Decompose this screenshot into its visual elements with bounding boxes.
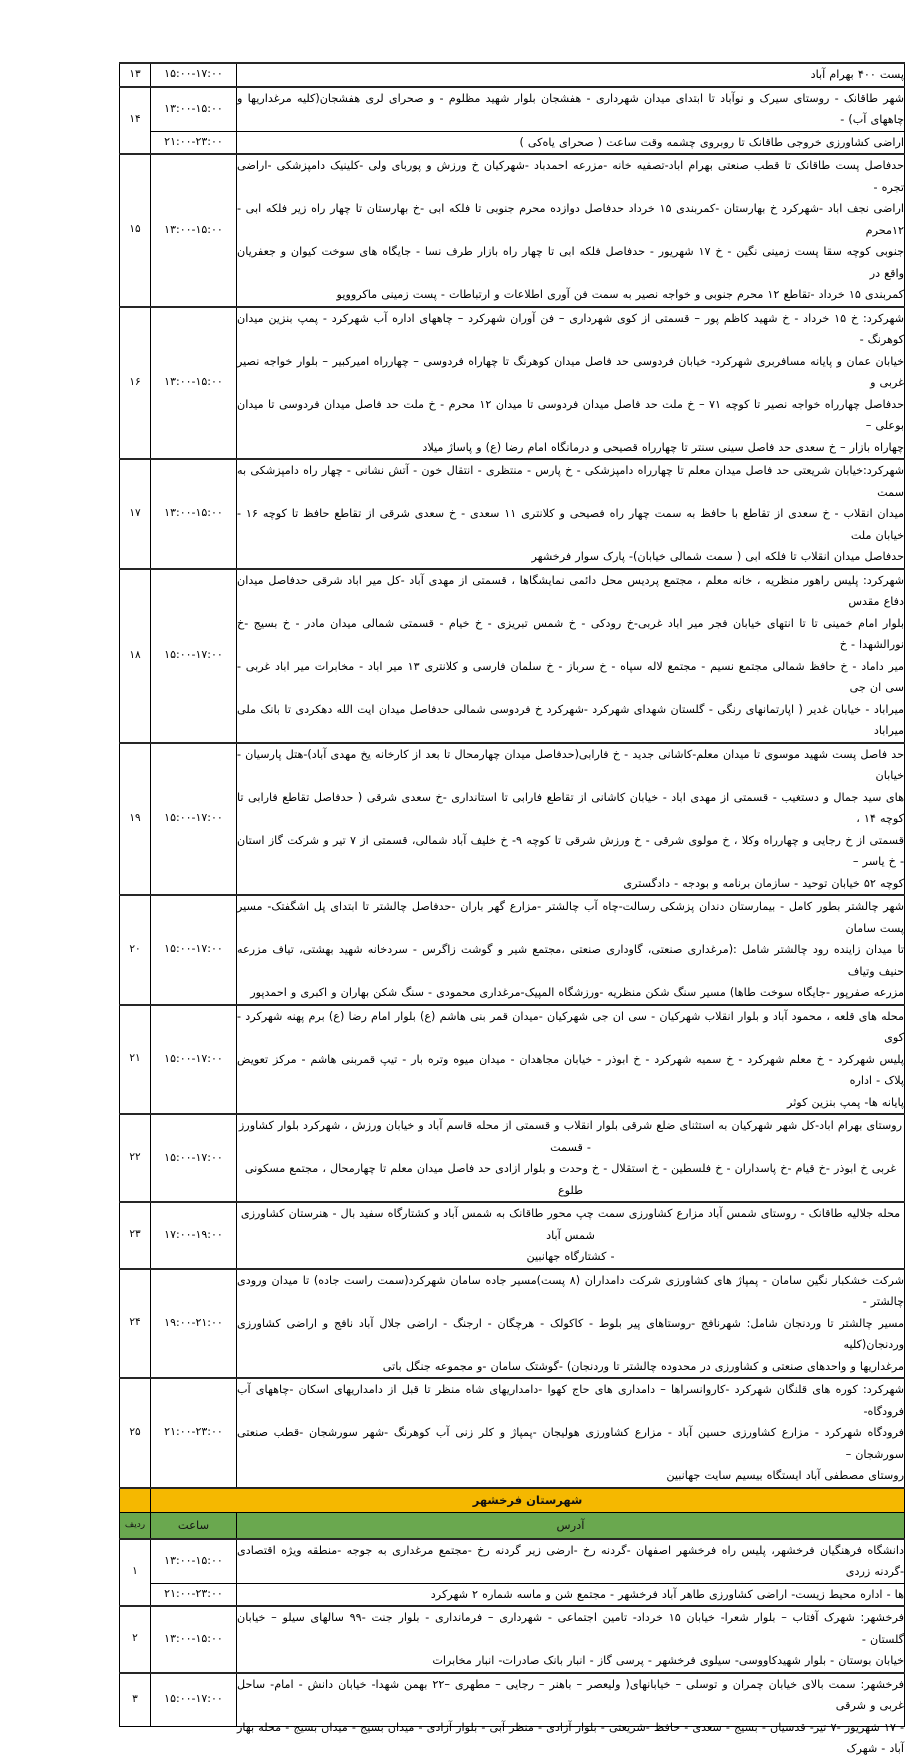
address-line: میراباد - خیابان غدیر ( اپارتمانهای رنگی - گلستان شهدای شهرکرد -شهرکرد خ فردوسی شمالی حدفاصل میدان ایت الله دهکردی تا بانک ملی میراباد bbox=[237, 702, 904, 737]
column-header-time: ساعت bbox=[151, 1512, 237, 1539]
table-row bbox=[120, 895, 905, 1005]
address-line: فرخشهر: شهرک آفتاب – بلوار شعرا- خیابان ۱۵ خرداد- تامین اجتماعی - شهرداری – فرمانداری - بلوار جنت -۹۹ سالهای سیلو – خیابان گلستان - bbox=[237, 1611, 904, 1646]
time-cell: ۱۳:۰۰-۱۵:۰۰ bbox=[151, 307, 237, 460]
table-row bbox=[120, 1378, 905, 1488]
address-line: فرودگاه شهرکرد - مزارع کشاورزی حسین آباد - مزارع کشاورزی هولیجان -پمپاژ و کلر زنی آب کوهرنگ -شهر سورشجان -قطب صنعتی سورشجان – bbox=[237, 1426, 904, 1461]
address-cell: دانشگاه فرهنگیان فرخشهر، پلیس راه فرخشهر اصفهان -گردنه رخ -ارضی زیر گردنه رخ -مجتمع مرغداری به جوجه -منطقه ویژه اقتصادی -گردنه زردی bbox=[237, 1539, 905, 1584]
address-cell bbox=[237, 1114, 905, 1202]
power-outage-table bbox=[119, 62, 905, 1755]
address-cell bbox=[237, 307, 905, 460]
outage-table-sheet bbox=[0, 62, 905, 1755]
table-row bbox=[120, 1673, 905, 1727]
time-cell: ۱۵:۰۰-۱۷:۰۰ bbox=[151, 743, 237, 896]
address-line: شهر چالشتر بطور کامل - بیمارستان دندان پزشکی رسالت-چاه آب چالشتر -مزارع گهر باران -حدفاصل چالشتر تا ابتدای پل اشگفتک- مسیر پست سامان bbox=[237, 900, 904, 935]
address-line: پست ۴۰۰ بهرام آباد bbox=[810, 68, 904, 81]
time-cell: ۲۱:۰۰-۲۳:۰۰ bbox=[151, 1378, 237, 1488]
address-line: کمربندی ۱۵ خرداد -تقاطع ۱۲ محرم جنوبی و خواجه نصیر به سمت فن آوری اطلاعات و ارتباطات - پست زمینی ماکروویو bbox=[336, 288, 904, 301]
time-cell: ۱۵:۰۰-۱۷:۰۰ bbox=[151, 63, 237, 87]
table-row bbox=[120, 569, 905, 743]
section-banner-spacer bbox=[120, 1488, 151, 1513]
address-line: جنوبی کوچه سقا پست زمینی نگین - خ ۱۷ شهریور - حدفاصل فلکه ابی تا چهار راه بازار طرف نسا - جایگاه های سوخت کیوان و جعفریان واقع در bbox=[237, 245, 904, 280]
row-number-cell: ۱۴ bbox=[120, 87, 151, 155]
address-cell bbox=[237, 459, 905, 569]
address-cell: اراضی کشاورزی خروجی طاقانک تا روبروی چشمه وقت ساعت ( صحرای یاه‌کی ) bbox=[237, 131, 905, 154]
address-cell bbox=[237, 743, 905, 896]
time-cell: ۱۳:۰۰-۱۵:۰۰ bbox=[151, 1539, 237, 1584]
table-row bbox=[120, 1606, 905, 1673]
address-line: مرغداریها و واحدهای صنعتی و کشاورزی در محدوده چالشتر تا وردنجان) -گوشتک سامان -و مجموعه جنگل باتی bbox=[382, 1359, 904, 1373]
row-number-cell: ۳ bbox=[120, 1673, 151, 1727]
table-row bbox=[120, 1202, 905, 1269]
address-cell bbox=[237, 154, 905, 307]
row-number-cell: ۲۲ bbox=[120, 1114, 151, 1202]
time-cell: ۱۵:۰۰-۱۷:۰۰ bbox=[151, 1005, 237, 1115]
address-line: شهرکرد:خیابان شریعتی حد فاصل میدان معلم تا چهارراه دامپزشکی - خ پارس - منتظری - انتقال خون - آتش نشانی - چهار راه دامپزشکی به سمت bbox=[237, 464, 904, 499]
column-header-row bbox=[120, 1512, 905, 1539]
section-banner-label: شهرستان فرخشهر bbox=[151, 1488, 905, 1513]
time-cell: ۱۵:۰۰-۱۷:۰۰ bbox=[151, 895, 237, 1005]
address-cell: شهر طاقانک - روستای سیرک و نوآباد تا ابتدای میدان شهرداری - هفشجان بلوار شهید مظلوم - و صحرای لری هفشجان(کلیه مرغداریها و چاههای آب) - bbox=[237, 87, 905, 132]
column-header-address: آدرس bbox=[237, 1512, 905, 1539]
address-line: - کشتارگاه جهانبین bbox=[526, 1250, 615, 1263]
address-line: حد فاصل پست شهید موسوی تا میدان معلم-کاشانی جدید - خ فارابی(حدفاصل میدان چهارمحال تا بعد از کارخانه یخ مهدی آباد)-هتل پارسیان - خیابان bbox=[237, 747, 904, 782]
row-number-cell: ۲۵ bbox=[120, 1378, 151, 1488]
address-line: غربی خ ابوذر -خ قیام -خ پاسداران - خ فلسطین - خ استقلال - خ وحدت و بلوار ازادی حد فاصل میدان معلم تا چهارمحال ، مجتمع مسکونی طلوع bbox=[244, 1162, 897, 1197]
address-line: خیابان عمان و پایانه مسافربری شهرکرد- خیابان فردوسی حد فاصل میدان کوهرنگ تا چهاراه فردوسی – چهارراه امیرکبیر – بلوار خواجه نصیر غربی و bbox=[237, 354, 904, 389]
address-line-clipped: - ۱۷ شهریور -۷ تیر- قدسیان - بسیج - سعدی - حافظ -شریعتی - بلوار آزادی - منظر آبی - بلوار آزادی - میدان بسیج - میدان بسیج - محله بهار آباد - شهرک bbox=[237, 1720, 905, 1755]
address-line: حدفاصل پست طاقانک تا قطب صنعتی بهرام اباد-تصفیه خانه -مزرعه احمدباد -شهرکیان خ ورزش و پوربای ولی -کلینیک دامپزشکی -اراضی تجره - bbox=[237, 159, 904, 194]
time-cell: ۱۳:۰۰-۱۵:۰۰ bbox=[151, 459, 237, 569]
row-number-cell: ۱۶ bbox=[120, 307, 151, 460]
address-line: های سید جمال و دستغیب - قسمتی از مهدی اباد - خیابان کاشانی از تقاطع فارابی تا استانداری -خ سعدی شرقی ( حدفاصل تقاطع فارابی تا کوچه ۱۴ ، bbox=[237, 790, 904, 825]
address-line: شهرکرد: خ ۱۵ خرداد - خ شهید کاظم پور – قسمتی از کوی شهرداری – فن آوران شهرکرد – چاههای اداره آب شهرکرد - پمپ بنزین میدان کوهرنگ - bbox=[237, 311, 904, 346]
row-number-cell: ۲۴ bbox=[120, 1269, 151, 1379]
address-cell bbox=[237, 1673, 905, 1755]
address-line: بلوار امام خمینی تا تا انتهای خیابان فجر میر اباد غربی-خ رودکی - خ شمس تبریزی - خ خیام - قسمتی شمالی میدان مادر - خ بسیج -خ نورالشهدا - خ bbox=[237, 616, 904, 651]
address-line: شرکت خشکبار نگین سامان - پمپاژ های کشاورزی شرکت دامداران (۸ پست)مسیر جاده سامان شهرکرد(سمت راست جاده) تا میدان ورودی چالشتر - bbox=[237, 1273, 904, 1308]
time-cell: ۱۵:۰۰-۱۷:۰۰ bbox=[151, 1673, 237, 1727]
time-cell: ۱۳:۰۰-۱۵:۰۰ bbox=[151, 1606, 237, 1673]
address-line: اراضی نجف اباد -شهرکرد خ بهارستان -کمربندی ۱۵ خرداد حدفاصل دوازده محرم جنوبی تا فلکه ابی -خ بهارستان تا چهار راه زیر فلکه ابی - ۱۲محرم bbox=[237, 202, 904, 237]
row-number-cell: ۱۹ bbox=[120, 743, 151, 896]
row-number-cell: ۲۰ bbox=[120, 895, 151, 1005]
address-line: میدان انقلاب - خ سعدی از تقاطع با حافظ به سمت چهار راه فصیحی و کلانتری ۱۱ سعدی - خ سعدی شرقی از تقاطع حافظ تا کوچه ۱۶ - خیابان ملت bbox=[237, 507, 904, 542]
address-cell bbox=[237, 895, 905, 1005]
address-line: پلیس شهرکرد - خ معلم شهرکرد - خ سمیه شهرکرد - خ ابوذر - خیابان مجاهدان - میدان میوه وتره بار - تیپ قمربنی هاشم - مرکز تعویض پلاک - اداره bbox=[237, 1052, 904, 1087]
time-cell: ۱۵:۰۰-۱۷:۰۰ bbox=[151, 1114, 237, 1202]
table-row bbox=[120, 743, 905, 896]
table-row bbox=[120, 1114, 905, 1202]
address-line: محله های قلعه ، محمود آباد و بلوار انقلاب شهرکیان - سی ان جی شهرکیان -میدان قمر بنی هاشم (ع) بلوار امام رضا (ع) برم پهنه شهرکرد - کوی bbox=[237, 1009, 904, 1044]
address-cell bbox=[237, 63, 905, 87]
table-row bbox=[120, 1539, 905, 1584]
table-row bbox=[120, 63, 905, 87]
address-line: محله جلالیه طاقانک - روستای شمس آباد مزارع کشاورزی سمت چپ محور طاقانک به شمس آباد و کشتارگاه سفید بال - هنرستان کشاورزی شمس آباد bbox=[240, 1207, 901, 1242]
address-cell bbox=[237, 1202, 905, 1269]
address-line: فرخشهر: سمت بالای خیابان چمران و توسلی – خیابانهای( ولیعصر – باهنر – رجایی – مطهری –۲۲ بهمن شهدا- خیابان دانش - امام- ساحل غربی و شرقی bbox=[237, 1677, 904, 1712]
address-line: حدفاصل میدان انقلاب تا فلکه ابی ( سمت شمالی خیابان)- پارک سوار فرخشهر bbox=[531, 550, 904, 563]
time-cell: ۱۷:۰۰-۱۹:۰۰ bbox=[151, 1202, 237, 1269]
address-line: شهرکرد: پلیس راهور منظریه ، خانه معلم ، مجتمع پردیس محل دائمی نمایشگاها ، قسمتی از مهدی آباد -کل میر اباد شرقی حدفاصل میدان دفاع مقدس bbox=[237, 573, 904, 608]
row-number-cell: ۱۷ bbox=[120, 459, 151, 569]
time-cell: ۲۱:۰۰-۲۳:۰۰ bbox=[151, 131, 237, 154]
address-line: خیابان بوستان - بلوار شهیدکاووسی- سیلوی فرخشهر - پرسی گاز - انبار بانک صادرات- انبار مخابرات bbox=[432, 1654, 904, 1667]
column-header-row-no: ردیف bbox=[120, 1512, 151, 1539]
time-cell: ۱۳:۰۰-۱۵:۰۰ bbox=[151, 87, 237, 132]
section-banner-row bbox=[120, 1488, 905, 1513]
table-row bbox=[120, 87, 905, 132]
table-row bbox=[120, 1269, 905, 1379]
time-cell: ۱۹:۰۰-۲۱:۰۰ bbox=[151, 1269, 237, 1379]
address-cell bbox=[237, 1378, 905, 1488]
table-row bbox=[120, 1005, 905, 1115]
time-cell: ۱۳:۰۰-۱۵:۰۰ bbox=[151, 154, 237, 307]
address-line: مزرعه صفرپور -جایگاه سوخت طاها) مسیر سنگ شکن منظریه -ورزشگاه المپیک-مرغداری محمودی - سنگ شکن بهاران و اکبری و احمدپور bbox=[250, 986, 904, 999]
time-cell: ۲۱:۰۰-۲۳:۰۰ bbox=[151, 1583, 237, 1606]
row-number-cell: ۱۳ bbox=[120, 63, 151, 87]
address-cell bbox=[237, 1606, 905, 1673]
table-row bbox=[120, 1583, 905, 1606]
address-line: حدفاصل چهارراه خواجه نصیر تا کوچه ۷۱ – خ ملت حد فاصل میدان فردوسی تا میدان ۱۲ محرم - خ ملت حد فاصل میدان فردوسی تا میدان بوعلی – bbox=[237, 397, 905, 432]
address-line: قسمتی از خ رجایی و چهارراه وکلا ، خ مولوی شرقی - خ ورزش شرقی تا کوچه ۹- خ خلیف آباد شمالی، قسمتی از ۷ تیر و شرکت گاز استان - خ یاسر – bbox=[237, 833, 904, 868]
table-body bbox=[120, 63, 905, 1755]
address-line: روستای بهرام اباد-کل شهر شهرکیان به استثنای ضلع شرقی بلوار انقلاب و قسمتی از محله قاسم آباد و خیابان ورزش ، شهرکرد بلوار کشاورز - قسمت bbox=[238, 1119, 903, 1154]
address-line: چهاراه بازار – خ سعدی حد فاصل سینی سنتر تا چهارراه قصیحی و درمانگاه امام رضا (ع) و پاساژ میلاد bbox=[422, 440, 904, 454]
table-row bbox=[120, 307, 905, 460]
table-row bbox=[120, 154, 905, 307]
row-number-cell: ۲۳ bbox=[120, 1202, 151, 1269]
address-cell: ها - اداره محیط زیست- اراضی کشاورزی طاهر آباد فرخشهر - مجتمع شن و ماسه شماره ۲ شهرکرد bbox=[237, 1583, 905, 1606]
address-line: شهرکرد: کوره های قلنگان شهرکرد -کاروانسراها – دامداری های حاج کهوا -دامداریهای شاه منظر تا قبل از دامداریهای اسکان -چاههای آب فرودگاه- bbox=[237, 1383, 904, 1418]
table-row bbox=[120, 131, 905, 154]
row-number-cell: ۱۵ bbox=[120, 154, 151, 307]
address-line: پایانه ها- پمپ بنزین کوثر bbox=[787, 1095, 904, 1109]
address-cell bbox=[237, 1005, 905, 1115]
address-line: کوچه ۵۲ خیابان توحید - سازمان برنامه و بودجه - دادگستری bbox=[623, 876, 904, 890]
address-line: مسیر چالشتر تا وردنجان شامل: شهرنافج -روستاهای پیر بلوط - کاکولک - هرچگان - ارجنگ - اراضی جلال آباد نافج و اراضی کشاورزی وردنجان(کلیه bbox=[237, 1316, 904, 1351]
row-number-cell: ۲۱ bbox=[120, 1005, 151, 1115]
table-row bbox=[120, 459, 905, 569]
address-line: روستای مصطفی آباد ایستگاه بیسیم سایت جهانبین bbox=[666, 1469, 904, 1482]
row-number-cell: ۲ bbox=[120, 1606, 151, 1673]
address-cell bbox=[237, 1269, 905, 1379]
address-cell bbox=[237, 569, 905, 743]
row-number-cell: ۱ bbox=[120, 1539, 151, 1607]
row-number-cell: ۱۸ bbox=[120, 569, 151, 743]
address-line: میر داماد - خ حافظ شمالی مجتمع نسیم - مجتمع لاله سپاه - خ سرباز - خ سلمان فارسی و کلانتری ۱۳ میر اباد - مخابرات میر اباد غربی - سی ان جی bbox=[237, 659, 904, 694]
address-line: تا میدان زاینده رود چالشتر شامل :(مرغداری صنعتی، گاوداری صنعتی ،مجتمع شیر و گوشت زاگرس - سردخانه شهید بهشتی، تیاف مزرعه حنیف وتیاف bbox=[237, 943, 904, 978]
time-cell: ۱۵:۰۰-۱۷:۰۰ bbox=[151, 569, 237, 743]
